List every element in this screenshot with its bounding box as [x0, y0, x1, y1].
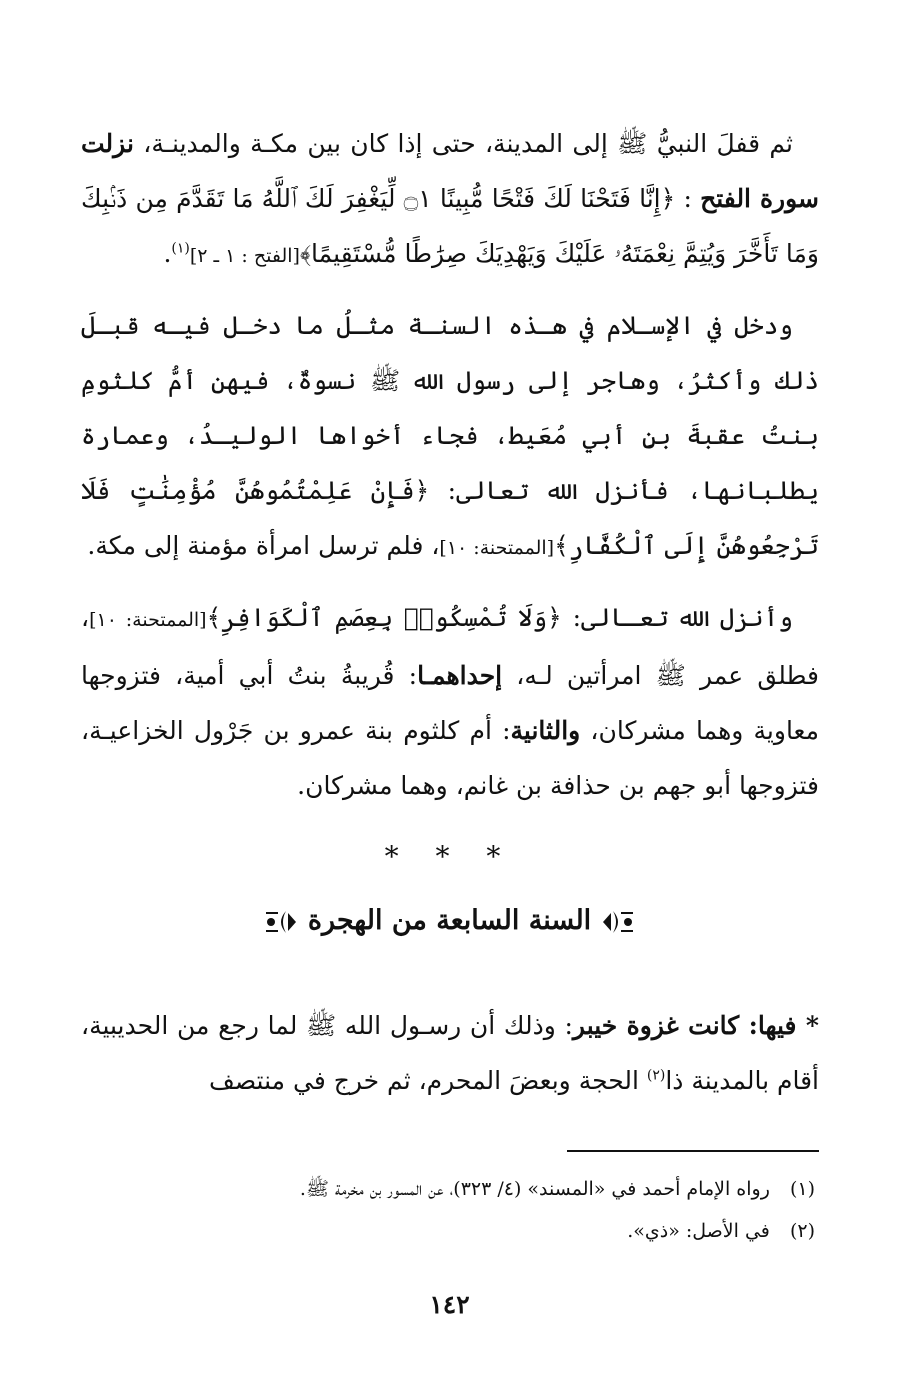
footnote-divider — [567, 1150, 819, 1152]
chapter-title: السنة السابعة من الهجرة — [307, 905, 592, 936]
section-2-bold-run: * فيها: كانت غزوة خيبر — [572, 1011, 819, 1040]
paragraph-3-text-run: وأنزل الله تعـالى: — [561, 603, 793, 632]
paragraph-2-verse-reference: [الممتحنة: ١٠] — [439, 537, 555, 559]
section-2-text-run: الحجة وبعضَ المحرم، ثم خرج في منتصف — [209, 1066, 647, 1095]
footnotes — [81, 1168, 815, 1252]
paragraph-3-text — [81, 590, 819, 813]
page-number: ١٤٢ — [429, 1290, 470, 1319]
main-text — [81, 116, 819, 827]
paragraph-3-text-run: : أم كلثوم بنة عمرو بن جَرْول الخزاعيـة، فتزوجها أبو جهم بن حذافة بن غانم، وهما مشركان. — [81, 716, 819, 800]
paragraph-3-quran-verse: ﴿وَلَا تُمْسِكُوا۟ بِعِصَمِ ٱلْكَوَافِرِ﴾ — [206, 603, 562, 632]
paragraph-1 — [81, 116, 819, 284]
paragraph-1-verse-reference: [الفتح : ١ ـ ٢] — [189, 245, 300, 267]
chapter-heading — [0, 905, 899, 937]
paragraph-2-text — [81, 298, 819, 576]
footnote-2-text: في الأصل: «ذي». — [627, 1220, 770, 1242]
ornament-left-icon — [264, 907, 298, 937]
paragraph-2-text-run: ، فلم ترسل امرأة مؤمنة إلى مكة. — [87, 531, 440, 560]
footnote-1-text: رواه الإمام أحمد في «المسند» (٤/ ٣٢٣)، عن المسور بن مخرمة ﷺ. — [299, 1178, 770, 1200]
section-2-text — [81, 998, 819, 1108]
footnote-1-number: (١) — [789, 1178, 815, 1200]
paragraph-1-text-run: : — [675, 184, 701, 213]
footnote-2-number: (٢) — [789, 1220, 815, 1242]
paragraph-1-text-run: . — [163, 239, 172, 268]
paragraph-1-quran-verse: ﴿إِنَّا فَتَحْنَا لَكَ فَتْحًا مُّبِينًا ۝١ لِّيَغْفِرَ لَكَ ٱللَّهُ مَا تَقَدَّمَ مِن ذَنۢبِكَ وَمَا تَأَخَّرَ وَيُتِمَّ نِعْمَتَهُۥ عَلَيْكَ وَيَهْدِيَكَ صِرَٰطًا مُّسْتَقِيمًا﴾ — [81, 184, 819, 268]
section-2-paragraph — [81, 998, 819, 1108]
paragraph-3-text-run: : قُريبةُ بنتُ أبي أمية، فتزوجها معاوية وهما مشركان، — [81, 661, 820, 745]
paragraph-2-text-run: ودخل في الإسـلام في هـذه السنـة مثـلُ ما دخـل فيـه قبـلَ ذلك وأكثرُ، وهاجر إلى رسول الله ﷺ نسوةٌ، فيهن أمُّ كلثومِ بنتُ عقبةَ بنِ أبي مُعَيط، فجاء أخواها الوليـدُ، وعمارة يطلبانها، فأنزل الله تعالى: — [81, 311, 819, 505]
paragraph-1-text — [81, 116, 819, 284]
footnote-1 — [81, 1168, 815, 1210]
footnote-2 — [81, 1210, 815, 1252]
paragraph-3-text-run: ، فطلق عمر ﷺ امرأتين لـه، — [81, 603, 819, 690]
ornament-right-icon — [601, 907, 635, 937]
section-separator: * * * — [384, 840, 515, 873]
paragraph-1-footnote-marker: (١) — [171, 240, 190, 257]
paragraph-2-quran-verse: ﴿فَإِنْ عَلِمْتُمُوهُنَّ مُؤْمِنَٰتٍ فَلَا تَرْجِعُوهُنَّ إِلَى ٱلْكُفَّارِ﴾ — [81, 476, 819, 560]
paragraph-3-verse-reference: [الممتحنة: ١٠] — [89, 609, 207, 631]
section-2-footnote-marker: (٢) — [646, 1067, 666, 1084]
paragraph-3 — [81, 590, 819, 813]
section-2-text-run: : وذلك أن رسـول الله ﷺ لما رجع من الحديبية، أقام بالمدينة ذا — [81, 1011, 819, 1095]
paragraph-3-bold-run: إحداهمـا — [417, 661, 503, 690]
paragraph-3-bold-run: والثانية — [510, 716, 581, 745]
paragraph-2 — [81, 298, 819, 576]
paragraph-1-bold-run: نزلت سورة الفتح — [81, 129, 819, 213]
paragraph-1-text-run: ثم قفلَ النبيُّ ﷺ إلى المدينة، حتى إذا كان بين مكـة والمدينـة، — [133, 129, 793, 158]
